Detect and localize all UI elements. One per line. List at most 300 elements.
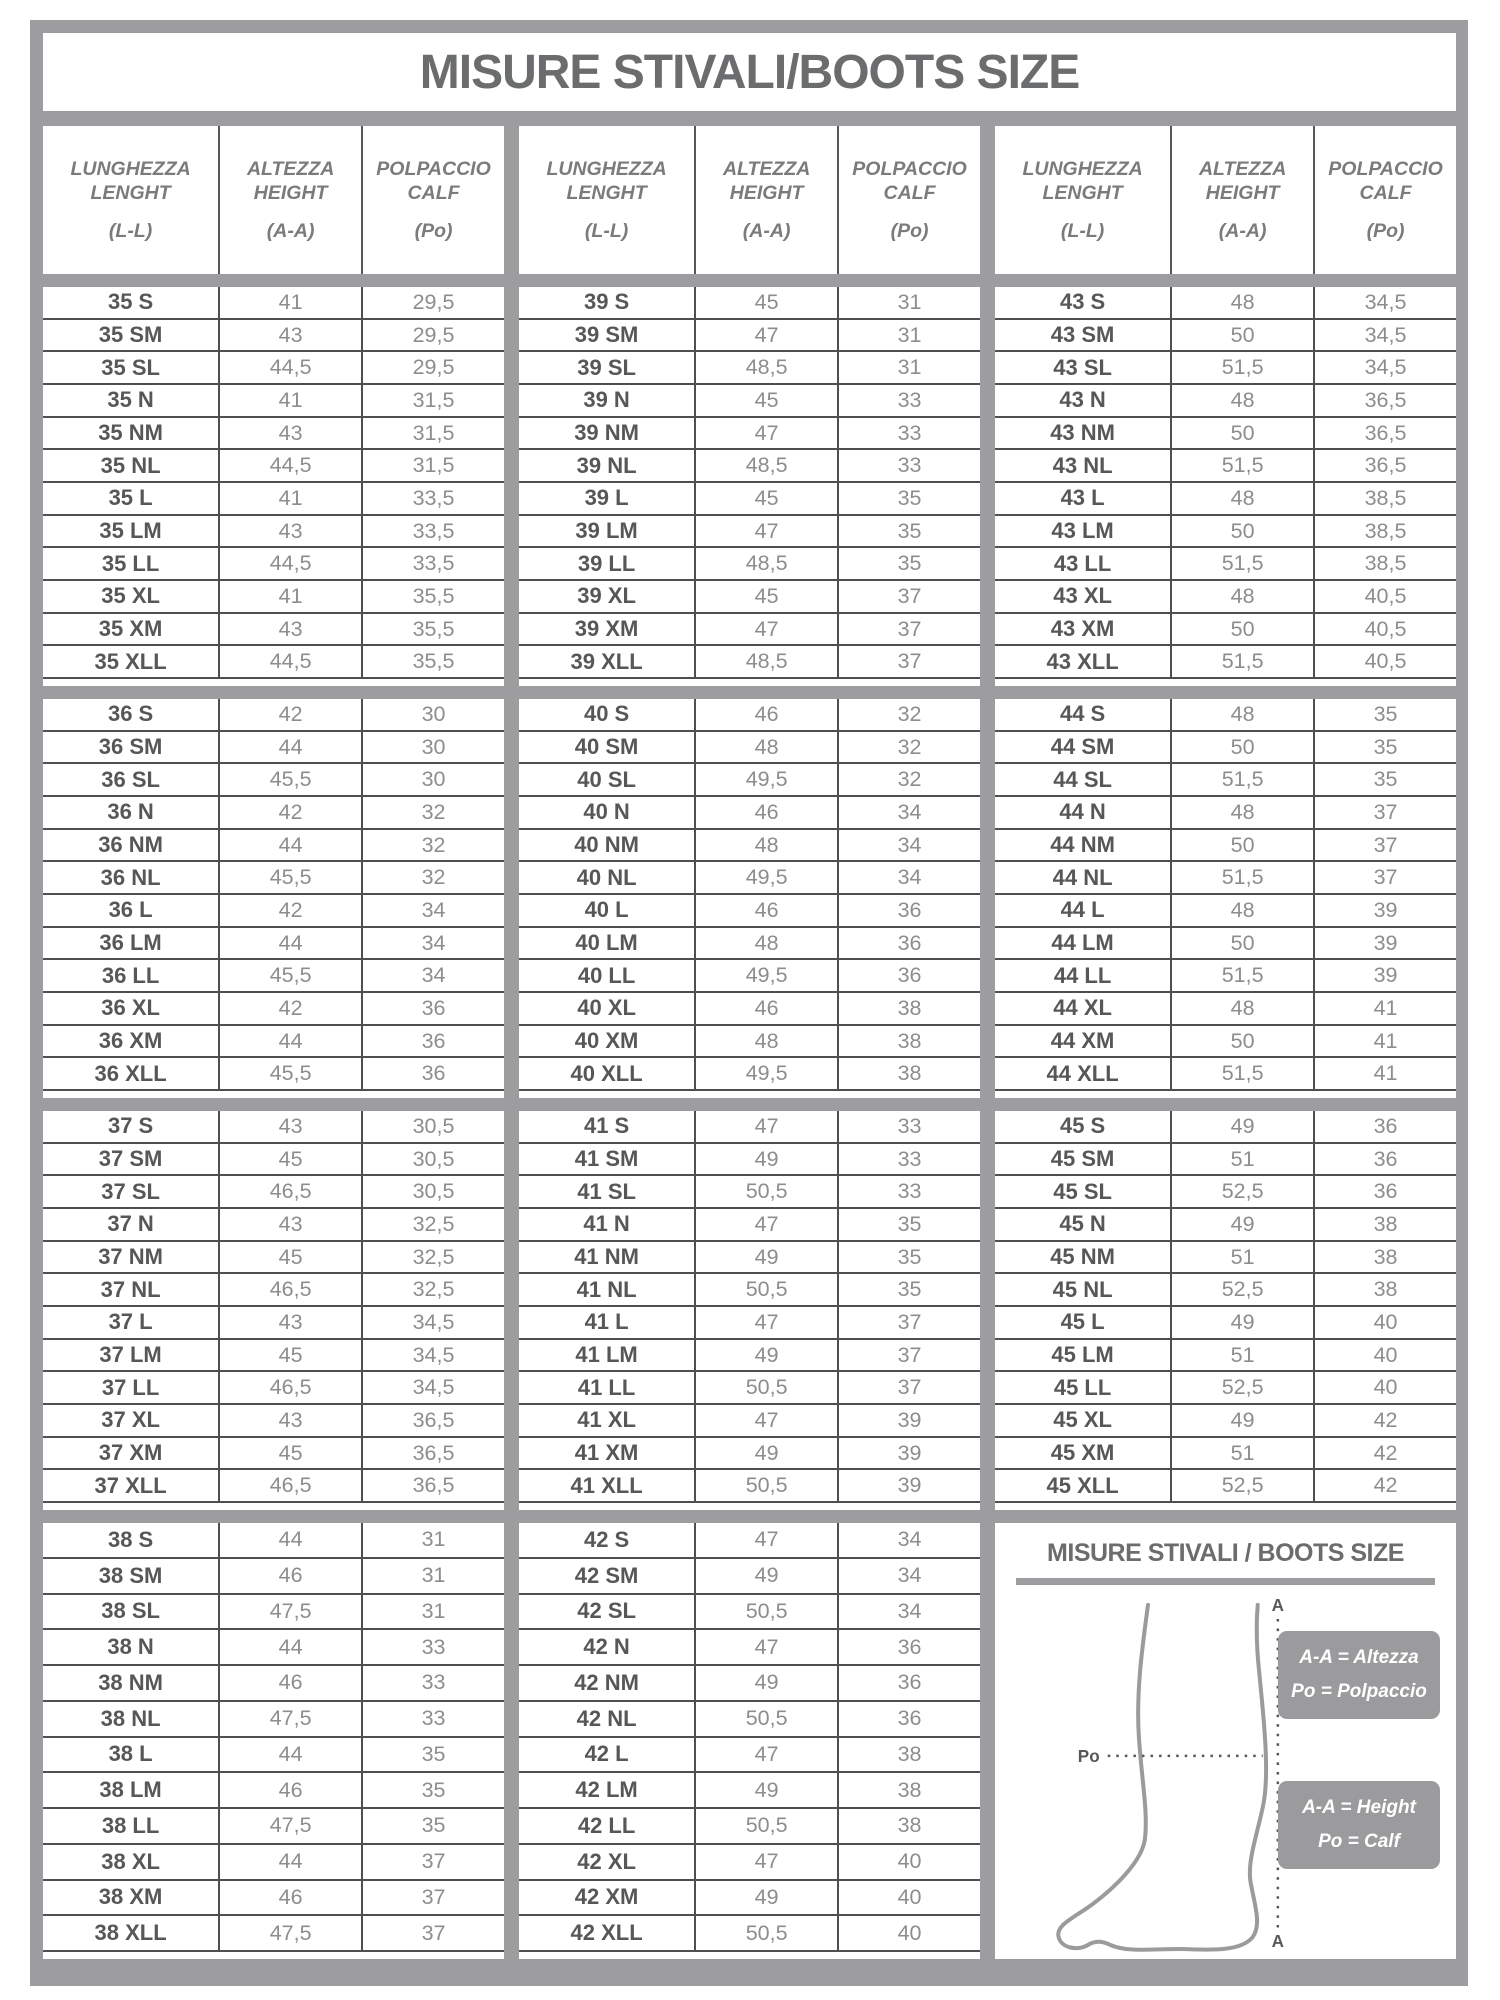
height-value: 45 xyxy=(694,385,837,416)
size-label: 44 XL xyxy=(1053,995,1112,1021)
calf-value: 37 xyxy=(837,646,980,677)
size-label: 35 SL xyxy=(101,354,160,380)
calf-value: 40 xyxy=(837,1916,980,1950)
size-label: 35 L xyxy=(108,485,153,511)
height-value: 49,5 xyxy=(694,1058,837,1089)
calf-value: 33,5 xyxy=(361,548,504,579)
size-label: 43 LL xyxy=(1053,550,1112,576)
calf-value: 34,5 xyxy=(361,1307,504,1338)
height-value: 50,5 xyxy=(694,1176,837,1207)
table-row xyxy=(43,1809,504,1845)
height-value: 44 xyxy=(218,1523,361,1557)
height-value: 47 xyxy=(694,1405,837,1436)
table-row xyxy=(43,1242,504,1275)
size-label: 40 LM xyxy=(575,930,638,956)
table-row xyxy=(519,1340,980,1373)
header-altezza-height: ALTEZZA HEIGHT (A-A) xyxy=(218,126,361,274)
size-label: 45 SL xyxy=(1053,1178,1112,1204)
calf-value: 35,5 xyxy=(361,581,504,612)
size-label: 39 XM xyxy=(574,616,639,642)
height-value: 44 xyxy=(218,1845,361,1879)
calf-value: 34,5 xyxy=(361,1340,504,1371)
legend-calf: Po = Calf xyxy=(1318,1831,1400,1852)
height-value: 51,5 xyxy=(1170,1058,1313,1089)
calf-value: 36 xyxy=(837,960,980,991)
table-row xyxy=(43,1340,504,1373)
size-label: 40 NL xyxy=(576,864,637,890)
height-value: 48,5 xyxy=(694,646,837,677)
size-label: 36 XM xyxy=(98,1028,163,1054)
table-row xyxy=(43,320,504,353)
table-row xyxy=(519,385,980,418)
table-row xyxy=(519,1666,980,1702)
size-label: 37 LL xyxy=(101,1374,160,1400)
table-row xyxy=(43,1144,504,1177)
calf-value: 32 xyxy=(361,830,504,861)
table-row xyxy=(43,1523,504,1559)
calf-value: 40 xyxy=(837,1881,980,1915)
table-row xyxy=(995,1340,1456,1373)
size-label: 37 NL xyxy=(100,1276,161,1302)
table-row xyxy=(995,1405,1456,1438)
table-row xyxy=(43,1738,504,1774)
table-row xyxy=(43,1916,504,1952)
header-length-lenght: LUNGHEZZA LENGHT (L-L) xyxy=(546,158,667,242)
height-value: 46 xyxy=(694,895,837,926)
table-row xyxy=(519,830,980,863)
height-value: 48,5 xyxy=(694,548,837,579)
height-value: 41 xyxy=(218,385,361,416)
table-row xyxy=(43,1372,504,1405)
size-label: 39 XLL xyxy=(570,648,643,674)
table-row xyxy=(519,895,980,928)
size-label: 43 NM xyxy=(1050,420,1115,446)
size-label: 45 N xyxy=(1059,1211,1106,1237)
calf-value: 35 xyxy=(837,1209,980,1240)
height-value: 50,5 xyxy=(694,1372,837,1403)
size-label: 37 SL xyxy=(101,1178,160,1204)
calf-value: 42 xyxy=(1313,1405,1456,1436)
calf-value: 39 xyxy=(837,1470,980,1501)
calf-value: 37 xyxy=(1313,862,1456,893)
height-value: 46 xyxy=(218,1666,361,1700)
calf-value: 37 xyxy=(361,1845,504,1879)
measurement-diagram-panel xyxy=(995,1523,1456,1959)
table-row xyxy=(995,646,1456,679)
size-label: 40 S xyxy=(583,701,630,727)
height-value: 45 xyxy=(694,287,837,318)
table-row xyxy=(43,960,504,993)
table-row xyxy=(43,862,504,895)
height-value: 48 xyxy=(1170,287,1313,318)
table-row xyxy=(995,1058,1456,1091)
size-label: 41 NM xyxy=(574,1244,639,1270)
table-row xyxy=(43,352,504,385)
table-row xyxy=(43,1026,504,1059)
calf-value: 34 xyxy=(837,1559,980,1593)
calf-value: 36 xyxy=(837,928,980,959)
size-label: 42 NM xyxy=(574,1669,639,1695)
size-label: 42 SL xyxy=(577,1598,636,1624)
size-label: 40 NM xyxy=(574,832,639,858)
size-label: 37 N xyxy=(107,1211,154,1237)
table-row xyxy=(519,797,980,830)
table-row xyxy=(43,1438,504,1471)
calf-value: 38 xyxy=(837,1026,980,1057)
table-row xyxy=(995,287,1456,320)
table-row xyxy=(43,1058,504,1091)
height-value: 47 xyxy=(694,1111,837,1142)
calf-value: 34 xyxy=(361,895,504,926)
calf-value: 32 xyxy=(361,862,504,893)
table-row xyxy=(995,385,1456,418)
size-label: 44 SM xyxy=(1050,734,1115,759)
size-label: 38 LL xyxy=(101,1812,160,1838)
height-value: 50 xyxy=(1170,928,1313,959)
table-row xyxy=(43,614,504,647)
height-value: 51,5 xyxy=(1170,548,1313,579)
calf-value: 38 xyxy=(837,1058,980,1089)
size-label: 39 LL xyxy=(577,550,636,576)
table-row xyxy=(43,1881,504,1917)
size-label: 42 XLL xyxy=(570,1920,643,1946)
table-row xyxy=(519,862,980,895)
height-value: 49 xyxy=(694,1773,837,1807)
table-row xyxy=(519,516,980,549)
height-value: 47 xyxy=(694,1209,837,1240)
height-value: 51,5 xyxy=(1170,960,1313,991)
calf-value: 39 xyxy=(1313,928,1456,959)
size-label: 40 LL xyxy=(577,962,636,988)
calf-value: 40 xyxy=(1313,1307,1456,1338)
table-row xyxy=(43,797,504,830)
height-value: 49,5 xyxy=(694,862,837,893)
calf-value: 36 xyxy=(837,895,980,926)
table-row xyxy=(995,548,1456,581)
height-value: 48,5 xyxy=(694,450,837,481)
table-header xyxy=(995,126,1456,274)
height-value: 49 xyxy=(694,1144,837,1175)
size-label: 41 L xyxy=(584,1309,629,1335)
height-value: 48 xyxy=(1170,385,1313,416)
height-value: 47 xyxy=(694,1307,837,1338)
table-row xyxy=(43,1209,504,1242)
calf-value: 39 xyxy=(1313,960,1456,991)
calf-value: 30 xyxy=(361,699,504,730)
height-value: 43 xyxy=(218,418,361,449)
calf-value: 35 xyxy=(361,1773,504,1807)
table-header xyxy=(43,126,504,274)
calf-value: 35 xyxy=(1313,699,1456,730)
height-value: 51 xyxy=(1170,1242,1313,1273)
height-value: 46 xyxy=(694,699,837,730)
height-value: 50,5 xyxy=(694,1809,837,1843)
size-block xyxy=(995,699,1456,1098)
size-label: 44 XM xyxy=(1050,1028,1115,1054)
height-value: 47 xyxy=(694,418,837,449)
height-value: 48 xyxy=(1170,483,1313,514)
height-value: 42 xyxy=(218,797,361,828)
calf-value: 38,5 xyxy=(1313,548,1456,579)
height-value: 48 xyxy=(1170,581,1313,612)
size-label: 41 S xyxy=(583,1113,630,1139)
size-label: 38 N xyxy=(107,1634,154,1660)
calf-value: 32 xyxy=(361,797,504,828)
calf-value: 40,5 xyxy=(1313,614,1456,645)
calf-value: 33,5 xyxy=(361,483,504,514)
table-row xyxy=(995,581,1456,614)
height-value: 46 xyxy=(218,1773,361,1807)
size-label: 39 S xyxy=(583,289,630,315)
calf-value: 41 xyxy=(1313,1058,1456,1089)
table-row xyxy=(519,1809,980,1845)
calf-value: 32,5 xyxy=(361,1209,504,1240)
header-altezza-height: ALTEZZA HEIGHT (A-A) xyxy=(1170,126,1313,274)
size-label: 45 SM xyxy=(1050,1146,1115,1171)
size-label: 40 XM xyxy=(574,1028,639,1054)
size-label: 35 XLL xyxy=(94,648,167,674)
table-row xyxy=(519,352,980,385)
size-label: 39 XL xyxy=(577,583,636,609)
calf-value: 30,5 xyxy=(361,1111,504,1142)
calf-value: 29,5 xyxy=(361,287,504,318)
calf-value: 40,5 xyxy=(1313,581,1456,612)
calf-value: 31,5 xyxy=(361,385,504,416)
calf-value: 36,5 xyxy=(1313,418,1456,449)
calf-value: 38,5 xyxy=(1313,516,1456,547)
page-title: MISURE STIVALI/BOOTS SIZE xyxy=(419,45,1080,99)
calf-value: 31 xyxy=(837,352,980,383)
calf-value: 42 xyxy=(1313,1438,1456,1469)
calf-value: 33 xyxy=(837,1144,980,1175)
size-label: 43 L xyxy=(1060,485,1105,511)
height-value: 49 xyxy=(1170,1405,1313,1436)
height-value: 50 xyxy=(1170,732,1313,763)
height-value: 49 xyxy=(694,1340,837,1371)
height-value: 52,5 xyxy=(1170,1470,1313,1501)
table-row xyxy=(519,320,980,353)
size-label: 40 XLL xyxy=(570,1060,643,1086)
height-value: 52,5 xyxy=(1170,1372,1313,1403)
table-row xyxy=(43,1470,504,1503)
table-row xyxy=(519,1845,980,1881)
calf-value: 34 xyxy=(361,960,504,991)
table-row xyxy=(43,1845,504,1881)
calf-value: 30 xyxy=(361,764,504,795)
height-value: 49 xyxy=(1170,1209,1313,1240)
size-label: 42 XM xyxy=(574,1884,639,1910)
table-row xyxy=(995,1176,1456,1209)
size-block xyxy=(995,287,1456,686)
calf-value: 35 xyxy=(1313,732,1456,763)
calf-value: 35,5 xyxy=(361,646,504,677)
height-value: 46 xyxy=(218,1881,361,1915)
height-value: 46,5 xyxy=(218,1176,361,1207)
height-value: 50 xyxy=(1170,614,1313,645)
table-row xyxy=(995,516,1456,549)
table-row xyxy=(995,895,1456,928)
calf-value: 34,5 xyxy=(1313,352,1456,383)
table-row xyxy=(995,1144,1456,1177)
header-length-lenght: LUNGHEZZA LENGHT (L-L) xyxy=(70,158,191,242)
height-value: 49 xyxy=(1170,1111,1313,1142)
height-value: 51 xyxy=(1170,1438,1313,1469)
size-label: 44 SL xyxy=(1053,766,1112,792)
table-row xyxy=(43,1630,504,1666)
table-row xyxy=(43,1176,504,1209)
size-label: 37 S xyxy=(107,1113,154,1139)
table-row xyxy=(43,1405,504,1438)
label-a-top: A xyxy=(1271,1595,1285,1615)
size-label: 43 S xyxy=(1059,289,1106,315)
calf-value: 38 xyxy=(1313,1274,1456,1305)
calf-value: 33 xyxy=(837,1176,980,1207)
height-value: 49 xyxy=(694,1881,837,1915)
calf-value: 29,5 xyxy=(361,320,504,351)
title-banner xyxy=(43,33,1456,111)
label-a-bottom: A xyxy=(1271,1932,1285,1952)
calf-value: 35 xyxy=(837,1274,980,1305)
height-value: 43 xyxy=(218,614,361,645)
height-value: 43 xyxy=(218,1405,361,1436)
height-value: 48 xyxy=(1170,993,1313,1024)
legend-polpaccio: Po = Polpaccio xyxy=(1291,1681,1427,1702)
height-value: 52,5 xyxy=(1170,1176,1313,1207)
height-value: 47 xyxy=(694,1523,837,1557)
calf-value: 38 xyxy=(837,993,980,1024)
size-label: 42 L xyxy=(584,1741,629,1767)
table-row xyxy=(519,1523,980,1559)
size-label: 36 SM xyxy=(98,734,163,759)
height-value: 50,5 xyxy=(694,1274,837,1305)
height-value: 50 xyxy=(1170,418,1313,449)
height-value: 41 xyxy=(218,483,361,514)
calf-value: 38 xyxy=(837,1773,980,1807)
height-value: 48 xyxy=(1170,699,1313,730)
table-row xyxy=(995,418,1456,451)
height-value: 46,5 xyxy=(218,1372,361,1403)
height-value: 50,5 xyxy=(694,1702,837,1736)
diagram-area xyxy=(995,1589,1456,1959)
size-label: 44 NM xyxy=(1050,832,1115,858)
calf-value: 35 xyxy=(837,516,980,547)
size-label: 43 NL xyxy=(1052,452,1113,478)
height-value: 44,5 xyxy=(218,450,361,481)
table-row xyxy=(995,732,1456,765)
height-value: 43 xyxy=(218,1111,361,1142)
table-row xyxy=(995,1242,1456,1275)
table-row xyxy=(519,1026,980,1059)
table-row xyxy=(995,699,1456,732)
height-value: 50 xyxy=(1170,830,1313,861)
calf-value: 41 xyxy=(1313,993,1456,1024)
size-label: 35 XM xyxy=(98,616,163,642)
calf-value: 31 xyxy=(837,320,980,351)
table-row xyxy=(43,450,504,483)
table-row xyxy=(519,614,980,647)
table-columns xyxy=(43,126,1456,1959)
calf-value: 32 xyxy=(837,732,980,763)
calf-value: 34 xyxy=(837,1595,980,1629)
table-row xyxy=(43,1274,504,1307)
table-row xyxy=(43,1773,504,1809)
size-label: 41 XLL xyxy=(570,1472,643,1498)
calf-value: 30 xyxy=(361,732,504,763)
calf-value: 36 xyxy=(1313,1176,1456,1207)
table-row xyxy=(519,1111,980,1144)
height-value: 47 xyxy=(694,1738,837,1772)
table-row xyxy=(519,483,980,516)
calf-value: 35 xyxy=(361,1738,504,1772)
table-row xyxy=(519,993,980,1026)
height-value: 49,5 xyxy=(694,960,837,991)
height-value: 43 xyxy=(218,516,361,547)
height-value: 49 xyxy=(694,1666,837,1700)
header-polpaccio-calf: POLPACCIO CALF (Po) xyxy=(361,126,504,274)
legend-height: A-A = Height xyxy=(1302,1797,1416,1818)
table-row xyxy=(43,699,504,732)
height-value: 42 xyxy=(218,895,361,926)
table-row xyxy=(43,732,504,765)
table-row xyxy=(995,928,1456,961)
table-row xyxy=(519,1242,980,1275)
table-row xyxy=(43,581,504,614)
height-value: 49,5 xyxy=(694,764,837,795)
height-value: 45 xyxy=(218,1242,361,1273)
size-label: 40 L xyxy=(584,897,629,923)
size-label: 45 XM xyxy=(1050,1440,1115,1466)
size-label: 38 SM xyxy=(98,1562,163,1588)
calf-value: 36,5 xyxy=(361,1405,504,1436)
calf-value: 40 xyxy=(837,1845,980,1879)
size-label: 42 LL xyxy=(577,1812,636,1838)
table-row xyxy=(43,928,504,961)
calf-value: 33 xyxy=(837,418,980,449)
calf-value: 37 xyxy=(361,1881,504,1915)
height-value: 51 xyxy=(1170,1340,1313,1371)
size-label: 36 XLL xyxy=(94,1060,167,1086)
size-label: 42 XL xyxy=(577,1848,636,1874)
size-block xyxy=(519,1111,980,1510)
calf-value: 42 xyxy=(1313,1470,1456,1501)
height-value: 50 xyxy=(1170,320,1313,351)
table-row xyxy=(519,287,980,320)
height-value: 45 xyxy=(694,483,837,514)
size-label: 36 SL xyxy=(101,766,160,792)
table-row xyxy=(519,1702,980,1738)
size-label: 38 XM xyxy=(98,1884,163,1910)
height-value: 49 xyxy=(694,1559,837,1593)
table-row xyxy=(519,699,980,732)
height-value: 42 xyxy=(218,993,361,1024)
size-label: 37 L xyxy=(108,1309,153,1335)
height-value: 51,5 xyxy=(1170,646,1313,677)
size-label: 44 LM xyxy=(1051,930,1114,956)
table-row xyxy=(519,1595,980,1631)
size-label: 36 L xyxy=(108,897,153,923)
table-row xyxy=(43,1559,504,1595)
size-label: 45 LL xyxy=(1053,1374,1112,1400)
size-block xyxy=(519,287,980,686)
size-label: 41 XL xyxy=(577,1407,636,1433)
size-label: 45 S xyxy=(1059,1113,1106,1139)
header-polpaccio-calf: POLPACCIO CALF (Po) xyxy=(1313,126,1456,274)
size-label: 35 XL xyxy=(101,583,160,609)
calf-value: 36 xyxy=(837,1630,980,1664)
calf-value: 31,5 xyxy=(361,418,504,449)
height-value: 44 xyxy=(218,1738,361,1772)
height-value: 48,5 xyxy=(694,352,837,383)
